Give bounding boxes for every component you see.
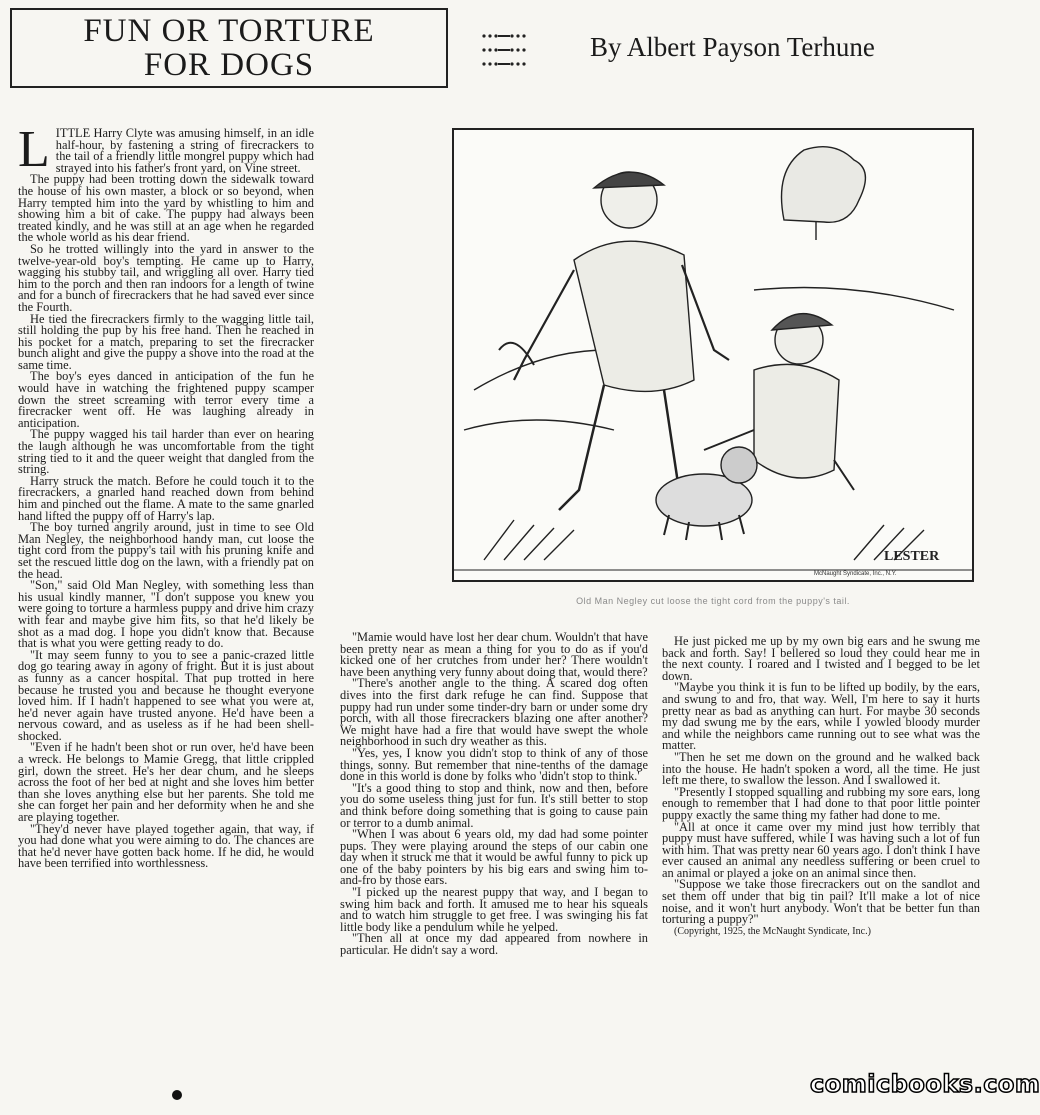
drop-cap: L (18, 121, 50, 178)
paragraph: "Then he set me down on the ground and he walked back into the house. He hadn't spoken a word, all the time. He just left me there, to swallow the lesson. And I swallowed it. (662, 749, 980, 788)
site-watermark: comicbooks.com (810, 1070, 1040, 1098)
paragraph: "Yes, yes, I know you didn't stop to think of any of those things, sonny. But remember that nine-tenths of the damage done in this world is done by folks who 'didn't stop to think.' (340, 745, 648, 784)
byline: By Albert Payson Terhune (590, 32, 875, 62)
paragraph: "Then all at once my dad appeared from nowhere in particular. He didn't say a word. (340, 931, 648, 958)
article-title (10, 8, 448, 88)
artist-signature: LESTER (884, 549, 940, 564)
paragraph-text: ITTLE Harry Clyte was amusing himself, in an idle half-hour, by fastening a string of firecrackers to the tail of a friendly little mongrel puppy which had strayed into his father's front yard, on Vine street. (55, 126, 314, 175)
illustration-drawing (454, 130, 972, 580)
paragraph: "It may seem funny to you to see a panic-crazed little dog go tearing away in agony of fright. But it is just about as funny as a cancer hospital. That pup trotted in here because he trusted you and because he thought everyone loved him. If I hadn't happened to see what you were at, he'd never again have trusted anyone. He'd have been a nervous coward, and as useless as if he had been shell-shocked. (18, 647, 314, 743)
paragraph: "There's another angle to the thing. A scared dog often dives into the first dark refuge he can find. Suppose that puppy had run under some tinder-dry barn or under some dry porch, with all those firecrackers blazing one after another? We might have had a fire that would have swept the whole neighborhood in such dry weather as this. (340, 676, 648, 749)
paragraph: "Even if he hadn't been shot or run over, he'd have been a wreck. He belongs to Mamie Gregg, that little crippled girl, down the street. He's her dear chum, and he sleeps across the foot of her bed at night and she loves him better than she loves anything else but her parents. She told me she can forget her pain and her deformity when he and she are playing together. (18, 740, 314, 825)
article-column-2 (340, 632, 648, 1098)
paragraph: "Suppose we take those firecrackers out on the sandlot and set them off under that big tin pail? It'll make a lot of nice noise, and it won't hurt anybody. Won't that be better fun than torturing a puppy?" (662, 877, 980, 927)
paragraph: Harry struck the match. Before he could touch it to the firecrackers, a gnarled hand reached down from behind him and pinched out the flame. A mate to the same gnarled hand lifted the puppy off of Harry's lap. (18, 473, 314, 523)
first-paragraph (18, 121, 314, 178)
paragraph: The boy's eyes danced in anticipation of the fun he would have in watching the frightened puppy scamper down the street screaming with terror every time a firecracker went off. He was laughing already in anticipation. (18, 369, 314, 430)
article-header (0, 0, 1000, 100)
paragraph: "Son," said Old Man Negley, with something less than his usual kindly manner, "I don't suppose you knew you were going to torture a harmless puppy and drive him crazy with fear and maybe give him fits, so that he'd likely be shot as a mad dog. I hope you didn't know that. Because that is what you were getting ready to do. (18, 578, 314, 651)
paragraph: "I picked up the nearest puppy that way, and I began to swing him back and forth. It amused me to hear his squeals and to watch him struggle to get free. I was swinging his fat little body like a pendulum while he yelped. (340, 885, 648, 934)
title-line-1: FUN OR TORTURE (83, 13, 375, 49)
copyright-notice: (Copyright, 1925, the McNaught Syndicate, Inc.) (674, 925, 871, 937)
ink-blot (172, 1090, 182, 1100)
syndicate-credit: McNaught Syndicate, Inc., N.Y. (814, 571, 897, 577)
paragraph: So he trotted willingly into the yard in answer to the twelve-year-old boy's tempting. He came up to Harry, wagging his stubby tail, and wriggling all over. Harry tied him to the porch and then ran indoors for a length of twine and for a bunch of firecrackers that he had saved ever since the Fourth. (18, 241, 314, 314)
paragraph: "It's a good thing to stop and think, now and then, before you do some useless thing just for fun. It's still better to stop and think before doing something that is going to cause pain or terror to a dumb animal. (340, 780, 648, 830)
paragraph: The puppy wagged his tail harder than ever on hearing the laugh although he was uncomfortable from the tight string tied to it and the queer weight that dangled from the string. (18, 427, 314, 477)
ornament-divider-icon (478, 28, 530, 72)
illustration-caption: Old Man Negley cut loose the tight cord from the puppy's tail. (576, 596, 850, 606)
paragraph: "They'd never have played together again, that way, if you had done what you were aiming to do. The chances are that he'd never have gotten back home. If he did, he would have been terrified into worthlessness. (18, 821, 314, 871)
paragraph: He just picked me up by my own big ears and he swung me back and forth. Say! I bellered so loud they could hear me in the next county. I roared and I twisted and I begged to be let down. (662, 634, 980, 683)
paragraph: "Mamie would have lost her dear chum. Wouldn't that have been pretty near as mean a thing for you to do as if you'd kicked one of her crutches from under her? There wouldn't have been anything very funny about doing that, would there? (340, 630, 648, 679)
paragraph: The puppy had been trotting down the sidewalk toward the house of his own master, a block or so beyond, when Harry tempted him into the yard by whistling to him and showing him a bit of cake. The puppy had always been treated kindly, and he was still at an age when he regarded the whole world as his dear friend. (18, 172, 314, 245)
paragraph: He tied the firecrackers firmly to the wagging little tail, still holding the pup by his free hand. Then he reached in his pocket for a match, preparing to set the firecracker bunch alight and give the puppy a shove into the road at the same time. (18, 311, 314, 372)
title-line-2: FOR DOGS (143, 47, 315, 83)
article-illustration (452, 128, 974, 582)
article-column-1 (18, 121, 314, 1098)
paragraph: The boy turned angrily around, just in time to see Old Man Negley, the neighborhood handy man, cut loose the tight cord from the puppy's tail with his pruning knife and set the rescued little dog on the lawn, with a friendly pat on the head. (18, 520, 314, 581)
article-column-3 (662, 636, 980, 1098)
paragraph: "Maybe you think it is fun to be lifted up bodily, by the ears, and swung to and fro, that way. Well, I'm here to say it hurts pretty near as bad as anything can hurt. For maybe 30 seconds my dad swung me by the ears, while I yowled bloody murder and while the neighbors came running out to see what was the matter. (662, 680, 980, 753)
paragraph: "All at once it came over my mind just how terribly that puppy must have suffered, while I was having such a lot of fun with him. That was pretty near 60 years ago. I don't think I have ever caused an animal any needless suffering or been cruel to an animal or played a joke on an animal since then. (662, 819, 980, 880)
paragraph: "When I was about 6 years old, my dad had some pointer pups. They were playing around the steps of our cabin one day when it struck me that it would be awful funny to pick up one of the baby pointers by his big ears and swing him to-and-fro by those ears. (340, 827, 648, 888)
paragraph: "Presently I stopped squalling and rubbing my sore ears, long enough to remember that I had done to that poor little pointer puppy exactly the same thing my father had done to me. (662, 784, 980, 822)
